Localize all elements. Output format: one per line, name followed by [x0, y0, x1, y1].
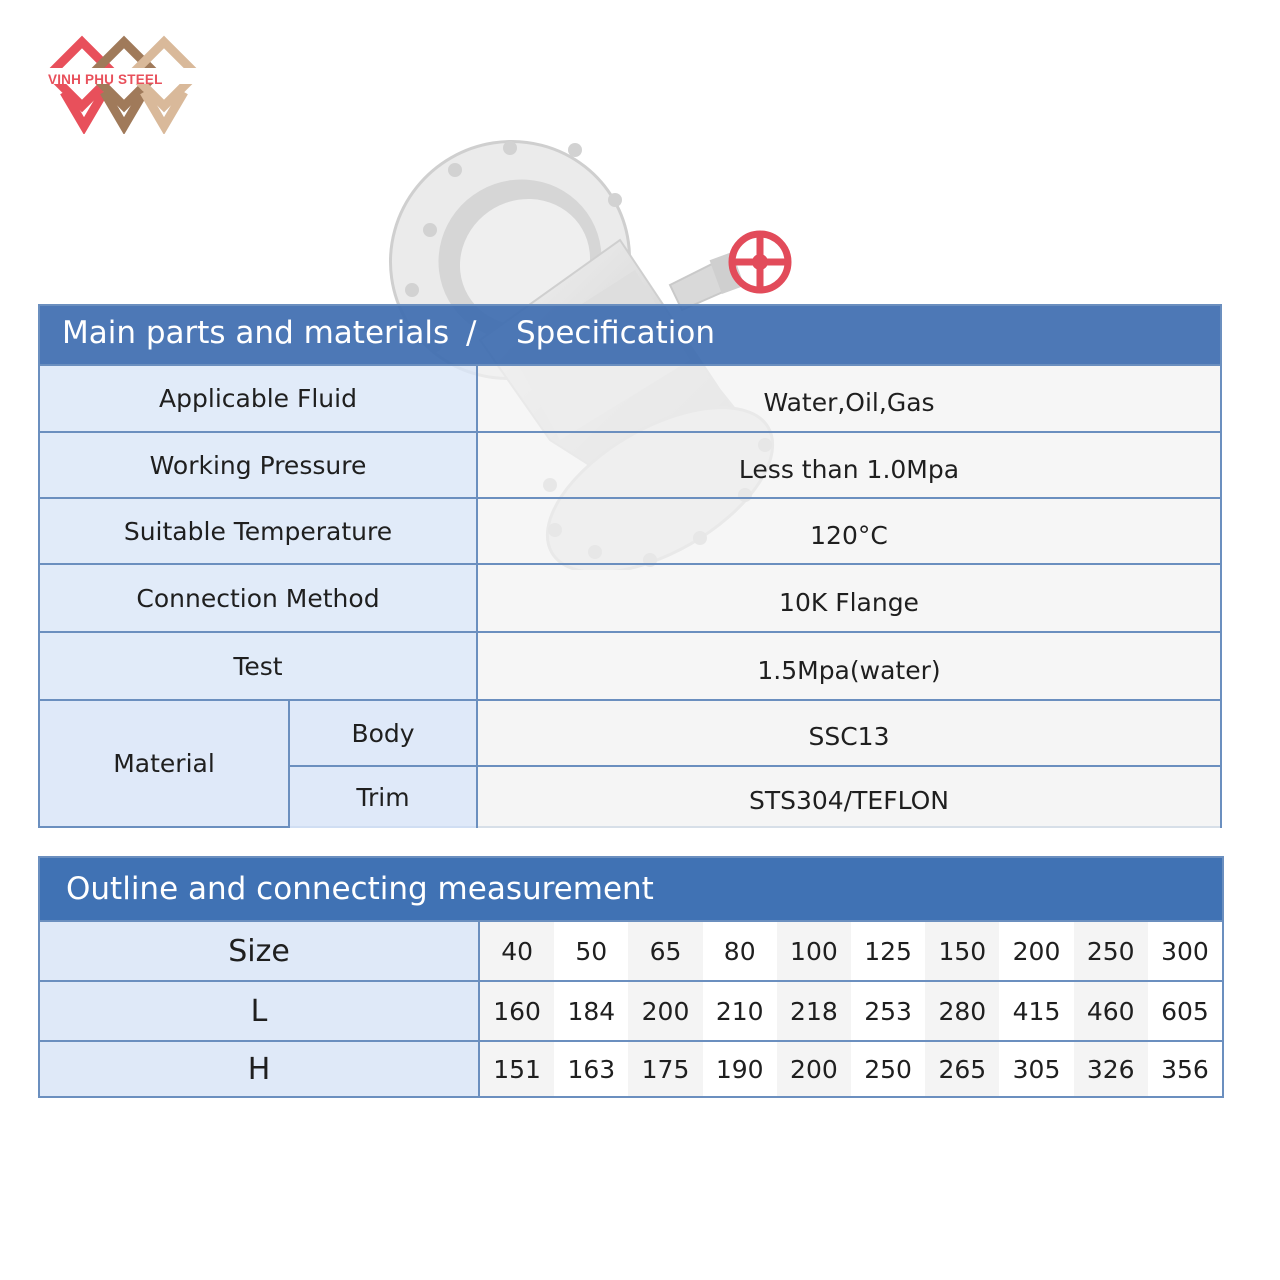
size-cell: 150	[925, 922, 999, 980]
spec-row	[40, 431, 1220, 497]
h-cell: 250	[864, 1054, 912, 1084]
spec-row-label: Connection Method	[40, 565, 478, 631]
spec-table	[38, 304, 1222, 828]
logo-text: VINH PHU STEEL	[48, 72, 163, 87]
size-cell: 300	[1161, 936, 1209, 966]
spec-row-value: Less than 1.0Mpa	[478, 433, 1220, 497]
spec-row-value: Water,Oil,Gas	[478, 366, 1220, 431]
l-cell: 415	[1012, 996, 1061, 1026]
measurement-table-header	[40, 858, 1222, 920]
spec-row-label: Suitable Temperature	[40, 499, 478, 563]
spec-header-right: Specification	[516, 315, 716, 351]
h-cell: 175	[628, 1042, 702, 1096]
h-cell: 190	[715, 1054, 764, 1084]
h-cells	[480, 1042, 1222, 1096]
body-value: SSC13	[478, 701, 1220, 767]
size-cell: 200	[1012, 936, 1061, 966]
size-cell: 125	[864, 936, 912, 966]
l-cell: 605	[1161, 996, 1209, 1026]
spec-row-value: 1.5Mpa(water)	[478, 633, 1220, 699]
spec-table-header	[40, 306, 1220, 364]
spec-row-label: Test	[40, 633, 478, 699]
l-cells	[480, 982, 1222, 1040]
l-cell: 218	[777, 982, 851, 1040]
size-cells	[480, 922, 1222, 980]
trim-value: STS304/TEFLON	[478, 767, 1220, 828]
size-cell: 100	[777, 922, 851, 980]
l-label: L	[40, 982, 480, 1040]
spec-header-separator: /	[466, 315, 477, 351]
l-cell: 460	[1074, 982, 1148, 1040]
spec-row	[40, 563, 1220, 631]
material-row	[40, 699, 1220, 826]
h-cell: 305	[1012, 1054, 1061, 1084]
size-cell: 40	[480, 922, 554, 980]
h-cell: 326	[1074, 1042, 1148, 1096]
h-cell: 163	[567, 1054, 616, 1084]
measurement-header-title: Outline and connecting measurement	[66, 871, 654, 907]
size-cell: 250	[1074, 922, 1148, 980]
l-cell: 184	[567, 996, 616, 1026]
spec-row-label: Applicable Fluid	[40, 366, 478, 431]
size-cell: 80	[723, 936, 756, 966]
body-label: Body	[290, 701, 478, 767]
trim-label: Trim	[290, 767, 478, 828]
spec-row	[40, 631, 1220, 699]
spec-row	[40, 364, 1220, 431]
h-cell: 151	[480, 1042, 554, 1096]
h-cell: 200	[777, 1042, 851, 1096]
l-cell: 210	[715, 996, 764, 1026]
h-cell: 356	[1161, 1054, 1209, 1084]
h-cell: 265	[925, 1042, 999, 1096]
size-label: Size	[40, 922, 480, 980]
spec-row-value: 120°C	[478, 499, 1220, 563]
size-cell: 50	[575, 936, 608, 966]
material-label: Material	[40, 701, 290, 826]
size-row	[40, 920, 1222, 980]
l-cell: 280	[925, 982, 999, 1040]
l-cell: 200	[628, 982, 702, 1040]
spec-row-label: Working Pressure	[40, 433, 478, 497]
spec-row	[40, 497, 1220, 563]
measurement-table	[38, 856, 1224, 1098]
h-label: H	[40, 1042, 480, 1096]
spec-header-left: Main parts and materials	[62, 315, 450, 351]
size-cell: 65	[628, 922, 702, 980]
spec-row-value: 10K Flange	[478, 565, 1220, 631]
h-row	[40, 1040, 1222, 1096]
l-cell: 253	[864, 996, 912, 1026]
l-row	[40, 980, 1222, 1040]
l-cell: 160	[480, 982, 554, 1040]
